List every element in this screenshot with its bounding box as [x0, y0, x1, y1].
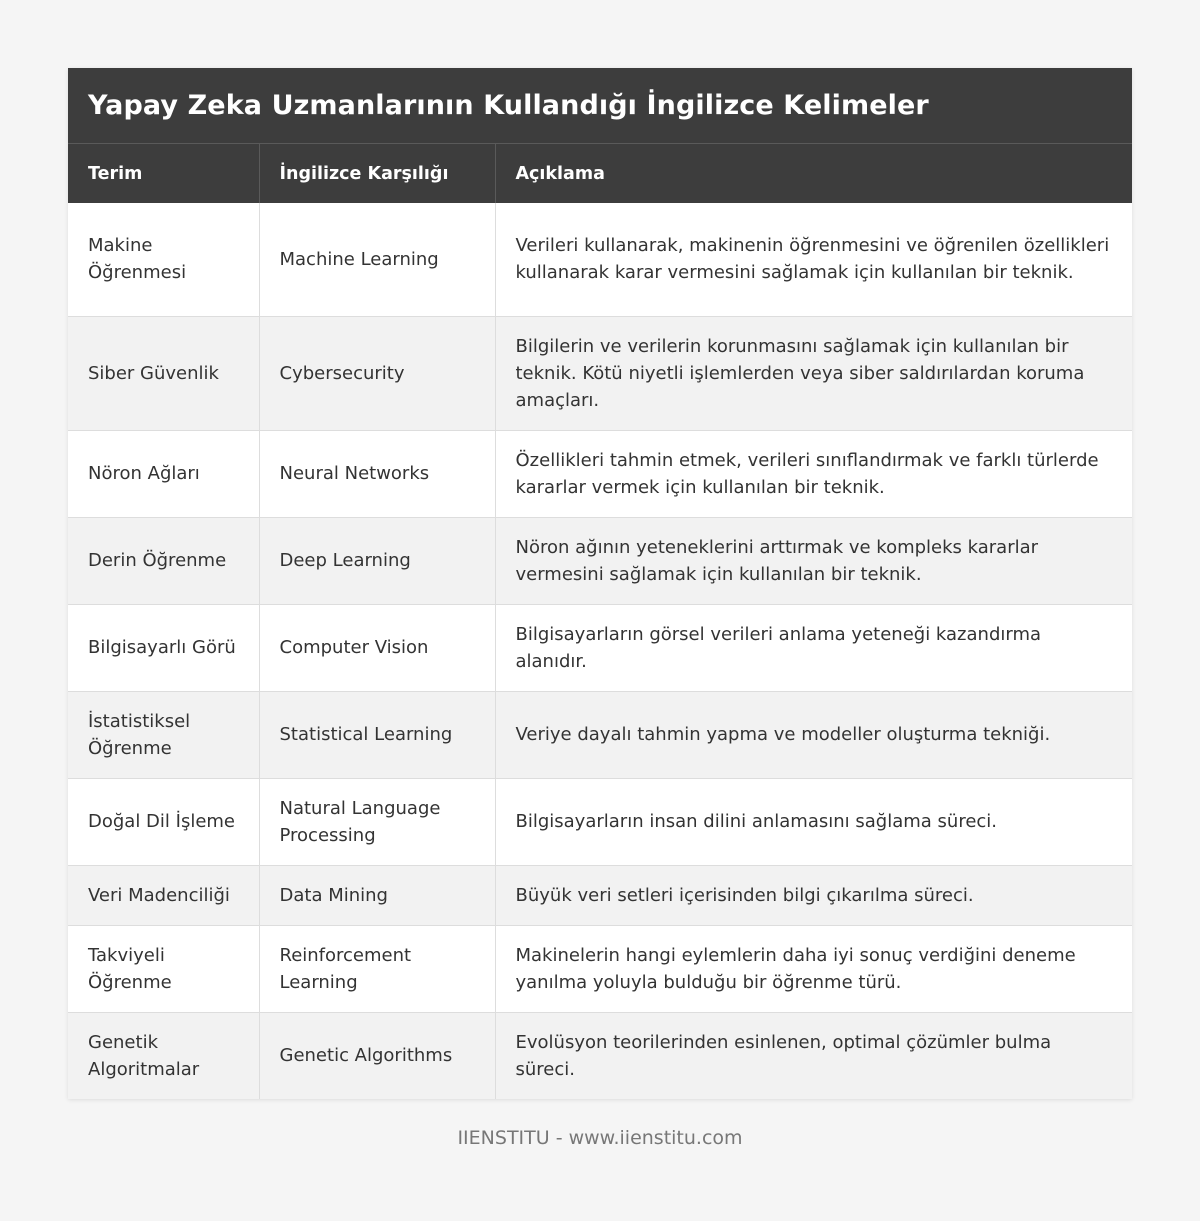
english-cell: Reinforcement Learning: [259, 925, 495, 1012]
table-row: [68, 865, 1132, 925]
table-row: [68, 925, 1132, 1012]
term-cell: İstatistiksel Öğrenme: [68, 691, 259, 778]
term-cell: Siber Güvenlik: [68, 316, 259, 430]
description-cell: Bilgisayarların insan dilini anlamasını sağlama süreci.: [495, 778, 1132, 865]
page-title: Yapay Zeka Uzmanlarının Kullandığı İngilizce Kelimeler: [88, 90, 929, 121]
table-row: [68, 316, 1132, 430]
english-cell: Genetic Algorithms: [259, 1012, 495, 1099]
english-cell: Computer Vision: [259, 604, 495, 691]
table-row: [68, 430, 1132, 517]
english-cell: Neural Networks: [259, 430, 495, 517]
table-row: [68, 1012, 1132, 1099]
english-cell: Cybersecurity: [259, 316, 495, 430]
description-cell: Bilgilerin ve verilerin korunmasını sağlamak için kullanılan bir teknik. Kötü niyetli işlemlerden veya siber saldırılardan koruma amaçları.: [495, 316, 1132, 430]
description-cell: Büyük veri setleri içerisinden bilgi çıkarılma süreci.: [495, 865, 1132, 925]
column-header-english: İngilizce Karşılığı: [259, 144, 495, 203]
footer-credit: IIENSTITU - www.iienstitu.com: [457, 1127, 743, 1149]
title-bar: [68, 68, 1132, 144]
term-cell: Doğal Dil İşleme: [68, 778, 259, 865]
description-cell: Makinelerin hangi eylemlerin daha iyi sonuç verdiğini deneme yanılma yoluyla bulduğu bir öğrenme türü.: [495, 925, 1132, 1012]
description-cell: Bilgisayarların görsel verileri anlama yeteneği kazandırma alanıdır.: [495, 604, 1132, 691]
term-cell: Bilgisayarlı Görü: [68, 604, 259, 691]
description-cell: Evolüsyon teorilerinden esinlenen, optimal çözümler bulma süreci.: [515, 1031, 1052, 1080]
description-cell: Verileri kullanarak, makinenin öğrenmesini ve öğrenilen özellikleri kullanarak karar vermesini sağlamak için kullanılan bir teknik.: [495, 203, 1132, 316]
english-cell: Deep Learning: [259, 517, 495, 604]
table-row: [68, 604, 1132, 691]
table-row: [68, 517, 1132, 604]
english-cell: Machine Learning: [259, 203, 495, 316]
column-header-term: Terim: [68, 144, 259, 203]
term-cell: Derin Öğrenme: [68, 517, 259, 604]
english-cell: Natural Language Processing: [259, 778, 495, 865]
term-cell: Genetik Algoritmalar: [68, 1012, 259, 1099]
term-cell: Makine Öğrenmesi: [68, 203, 259, 316]
column-header-description: Açıklama: [515, 163, 605, 184]
term-cell: Takviyeli Öğrenme: [68, 925, 259, 1012]
table-row: [68, 691, 1132, 778]
description-cell: Özellikleri tahmin etmek, verileri sınıflandırmak ve farklı türlerde kararlar vermek için kullanılan bir teknik.: [495, 430, 1132, 517]
table-row: [68, 778, 1132, 865]
english-cell: Statistical Learning: [259, 691, 495, 778]
description-cell: Veriye dayalı tahmin yapma ve modeller oluşturma tekniği.: [495, 691, 1132, 778]
english-cell: Data Mining: [259, 865, 495, 925]
glossary-table: [68, 144, 1132, 1099]
term-cell: Nöron Ağları: [68, 430, 259, 517]
term-cell: Veri Madenciliği: [68, 865, 259, 925]
glossary-card: [68, 68, 1132, 1099]
table-header-row: [68, 144, 1132, 203]
description-cell: Nöron ağının yeteneklerini arttırmak ve kompleks kararlar vermesini sağlamak için kullanılan bir teknik.: [495, 517, 1132, 604]
table-row: [68, 203, 1132, 316]
